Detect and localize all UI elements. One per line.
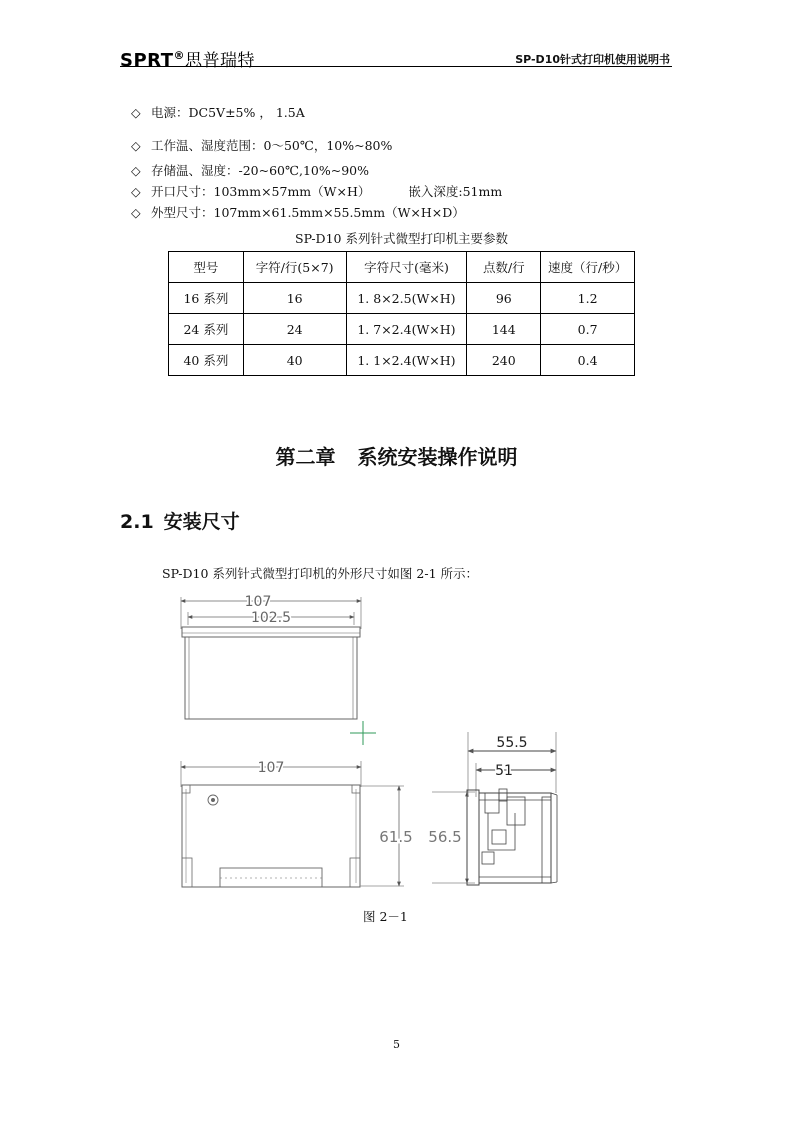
- table-row: [169, 345, 635, 376]
- diamond-bullet-icon: ◇: [131, 138, 141, 153]
- table-cell: 24 系列: [169, 314, 244, 345]
- table-header-cell: 速度（行/秒）: [541, 252, 635, 283]
- document-title: SP-D10针式打印机使用说明书: [515, 53, 670, 66]
- dim-front-height: 61.5: [379, 828, 413, 846]
- table-cell: 0.7: [541, 314, 635, 345]
- spec-embed-depth: 嵌入深度:51mm: [408, 184, 503, 199]
- page-number: 5: [393, 1038, 400, 1051]
- table-cell: 144: [467, 314, 541, 345]
- table-caption: SP-D10 系列针式微型打印机主要参数: [295, 231, 508, 246]
- chapter-heading: [0, 441, 793, 470]
- section-title: 安装尺寸: [163, 511, 240, 533]
- brand-chinese: 思普瑞特: [185, 51, 255, 71]
- dim-front-inner-height: 56.5: [428, 828, 462, 846]
- figure-caption: 图 2－1: [363, 909, 408, 924]
- spec-operating-environment: [131, 136, 392, 154]
- side-view: [467, 732, 557, 885]
- table-header-cell: 型号: [169, 252, 244, 283]
- brand-registered-mark: ®: [173, 49, 185, 62]
- dim-front-width: 107: [257, 760, 285, 776]
- table-cell: 1.2: [541, 283, 635, 314]
- spec-text: 工作温、湿度范围：0～50℃，10%~80%: [151, 138, 393, 153]
- spec-storage-environment: [131, 161, 369, 179]
- spec-text: 存储温、湿度：-20~60℃,10%~90%: [151, 163, 370, 178]
- table-cell: 40: [243, 345, 346, 376]
- spec-opening-size: [131, 182, 502, 200]
- parameter-table: [168, 251, 635, 376]
- dim-top-width: 107: [244, 594, 272, 610]
- dim-top-inner-width: 102.5: [250, 610, 292, 626]
- table-cell: 40 系列: [169, 345, 244, 376]
- spec-text: 开口尺寸：103mm×57mm（W×H）: [151, 184, 371, 199]
- brand-latin: SPRT: [120, 50, 174, 71]
- page-header: [120, 40, 672, 71]
- dimension-drawing: [170, 585, 590, 900]
- dim-side-depth: 55.5: [496, 735, 528, 751]
- table-header-row: [169, 252, 635, 283]
- dim-side-inner-depth: 51: [495, 763, 513, 779]
- front-view: [181, 761, 475, 887]
- diamond-bullet-icon: ◇: [131, 205, 141, 220]
- intro-paragraph: SP-D10 系列针式微型打印机的外形尺寸如图 2-1 所示：: [162, 566, 478, 581]
- section-heading: [120, 507, 240, 534]
- header-divider: [120, 66, 672, 67]
- table-cell: 16: [243, 283, 346, 314]
- spec-outline-size: [131, 203, 465, 221]
- table-cell: 24: [243, 314, 346, 345]
- table-cell: 96: [467, 283, 541, 314]
- table-header-cell: 字符/行(5×7): [243, 252, 346, 283]
- crosshair-icon: [350, 721, 376, 745]
- table-header-cell: 字符尺寸(毫米): [346, 252, 467, 283]
- table-row: [169, 314, 635, 345]
- diamond-bullet-icon: ◇: [131, 105, 141, 120]
- chapter-number: 第二章: [275, 445, 336, 469]
- spec-text: 外型尺寸：107mm×61.5mm×55.5mm（W×H×D）: [151, 205, 465, 220]
- section-number: 2.1: [120, 511, 154, 533]
- spec-text: 电源：DC5V±5% ， 1.5A: [151, 105, 305, 120]
- diamond-bullet-icon: ◇: [131, 184, 141, 199]
- chapter-title: 系统安装操作说明: [357, 445, 518, 469]
- table-cell: 240: [467, 345, 541, 376]
- table-cell: 16 系列: [169, 283, 244, 314]
- table-cell: 1. 1×2.4(W×H): [346, 345, 467, 376]
- table-header-cell: 点数/行: [467, 252, 541, 283]
- table-row: [169, 283, 635, 314]
- table-cell: 1. 8×2.5(W×H): [346, 283, 467, 314]
- diamond-bullet-icon: ◇: [131, 163, 141, 178]
- table-cell: 1. 7×2.4(W×H): [346, 314, 467, 345]
- brand-logo: [120, 46, 255, 71]
- spec-power: [131, 103, 305, 121]
- table-cell: 0.4: [541, 345, 635, 376]
